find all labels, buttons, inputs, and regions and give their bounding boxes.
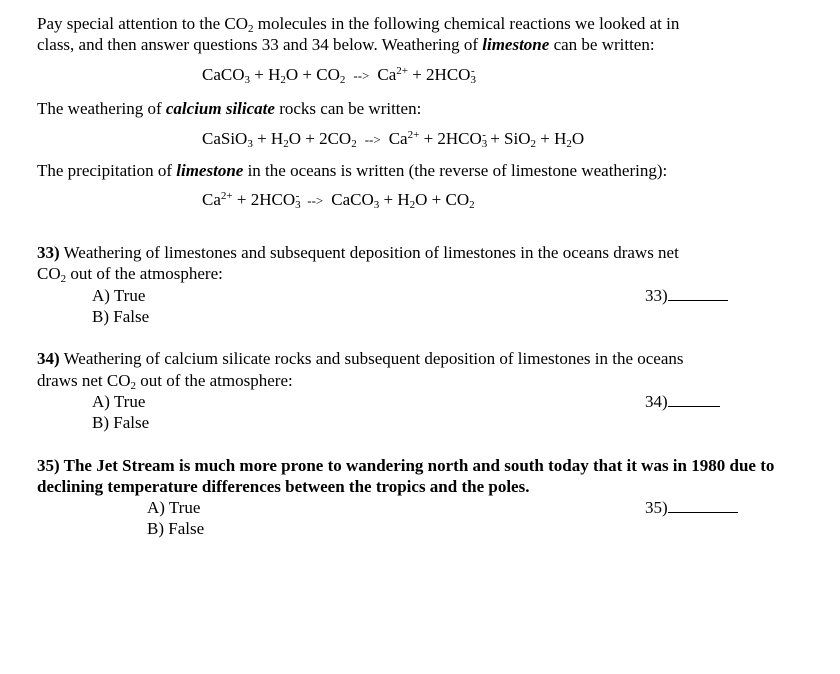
text-fragment: + H xyxy=(536,129,567,148)
question-number: 35) xyxy=(37,456,60,475)
subscript: 2 xyxy=(248,23,254,35)
text-fragment: draws net CO xyxy=(37,371,131,390)
equation-limestone-weathering xyxy=(202,64,475,86)
intro-line-2 xyxy=(37,34,655,55)
subscript: 3 xyxy=(295,199,301,211)
text-fragment: out of the atmosphere: xyxy=(66,264,223,283)
equation-limestone-precipitation xyxy=(202,189,475,211)
answer-label: 33) xyxy=(645,286,668,305)
subscript: 3 xyxy=(244,74,250,86)
text-fragment: Weathering of limestones and subsequent deposition of limestones in the oceans draws net xyxy=(59,243,679,262)
question-34-option-b[interactable]: B) False xyxy=(92,413,150,432)
question-number: 33) xyxy=(37,243,60,262)
text-fragment: The weathering of xyxy=(37,99,166,118)
intro-text: Pay special attention to the CO xyxy=(37,14,249,33)
question-34-option-a[interactable]: A) True xyxy=(92,392,146,411)
subscript: 3 xyxy=(247,138,253,150)
text-fragment: CaCO xyxy=(331,190,374,209)
emphasis-calcium-silicate: calcium silicate xyxy=(165,99,275,118)
superscript: 2+ xyxy=(220,190,233,202)
text-fragment: out of the atmosphere: xyxy=(135,371,293,390)
question-34-line-1 xyxy=(37,348,684,369)
superscript: - xyxy=(470,65,475,77)
text-fragment: + 2HCO xyxy=(419,129,482,148)
question-33-option-a[interactable]: A) True xyxy=(92,286,146,305)
text-fragment: O + CO xyxy=(285,65,340,84)
subscript: 3 xyxy=(481,138,488,150)
question-number: 34) xyxy=(37,349,60,368)
reaction-arrow: --> xyxy=(307,193,324,208)
answer-33 xyxy=(645,285,728,306)
text-fragment: CO xyxy=(37,264,61,283)
emphasis-limestone: limestone xyxy=(176,161,244,180)
answer-label: 34) xyxy=(645,392,668,411)
text-fragment: + 2HCO xyxy=(232,190,296,209)
question-35-line-1 xyxy=(37,455,774,476)
answer-blank[interactable] xyxy=(668,285,728,301)
text-fragment: O + CO xyxy=(415,190,470,209)
question-35-option-a[interactable]: A) True xyxy=(147,498,201,517)
equation-silicate-weathering xyxy=(202,128,584,150)
question-33-line-2 xyxy=(37,263,223,284)
subscript: 2 xyxy=(530,138,537,150)
subscript: 2 xyxy=(283,138,289,150)
text-fragment: + H xyxy=(252,129,284,148)
reaction-arrow: --> xyxy=(353,68,370,83)
intro-line-1 xyxy=(37,13,679,34)
answer-blank[interactable] xyxy=(668,497,738,513)
text-fragment: Ca xyxy=(202,190,221,209)
subscript: 3 xyxy=(470,74,476,86)
answer-35 xyxy=(645,497,738,518)
question-35-option-b[interactable]: B) False xyxy=(147,519,205,538)
subscript: 2 xyxy=(60,273,67,285)
text-fragment: rocks can be written: xyxy=(274,99,422,118)
question-33-line-1 xyxy=(37,242,679,263)
question-33-option-b[interactable]: B) False xyxy=(92,307,150,326)
subscript: 2 xyxy=(339,74,346,86)
text-fragment: The Jet Stream is much more prone to wandering north and south today that it was in 1980 due to xyxy=(59,456,775,475)
subscript: 2 xyxy=(351,138,357,150)
subscript: 2 xyxy=(469,199,475,211)
question-34-line-2 xyxy=(37,370,293,391)
subscript: 2 xyxy=(280,74,286,86)
answer-label: 35) xyxy=(645,498,668,517)
intro-text: molecules in the following chemical reactions we looked at in xyxy=(253,14,680,33)
subscript: 3 xyxy=(373,199,380,211)
text-fragment: Ca xyxy=(388,129,408,148)
answer-34 xyxy=(645,391,720,412)
text-fragment: + H xyxy=(250,65,281,84)
precipitation-intro xyxy=(37,160,667,181)
reaction-arrow: --> xyxy=(364,132,381,147)
answer-blank[interactable] xyxy=(668,391,720,407)
superscript: 2+ xyxy=(407,129,420,141)
text-fragment: + SiO xyxy=(485,129,531,148)
text-fragment: Weathering of calcium silicate rocks and subsequent deposition of limestones in the oceans xyxy=(59,349,684,368)
text-fragment: O xyxy=(571,129,585,148)
text-fragment: in the oceans is written (the reverse of limestone weathering): xyxy=(243,161,668,180)
text-fragment: CaCO xyxy=(202,65,245,84)
text-fragment: Ca xyxy=(377,65,397,84)
text-fragment: + H xyxy=(379,190,410,209)
intro-text: can be written: xyxy=(549,35,655,54)
subscript: 2 xyxy=(566,138,572,150)
intro-text: class, and then answer questions 33 and 34 below. Weathering of xyxy=(37,35,483,54)
silicate-intro xyxy=(37,98,421,119)
subscript: 2 xyxy=(130,380,136,392)
superscript: - xyxy=(295,190,300,202)
text-fragment: O + 2CO xyxy=(288,129,352,148)
superscript: 2+ xyxy=(396,65,408,77)
emphasis-limestone: limestone xyxy=(482,35,550,54)
question-35-line-2: declining temperature differences between the tropics and the poles. xyxy=(37,477,530,496)
text-fragment: CaSiO xyxy=(202,129,248,148)
text-fragment: The precipitation of xyxy=(37,161,177,180)
text-fragment: + 2HCO xyxy=(407,65,471,84)
subscript: 2 xyxy=(409,199,416,211)
superscript: - xyxy=(482,129,486,141)
